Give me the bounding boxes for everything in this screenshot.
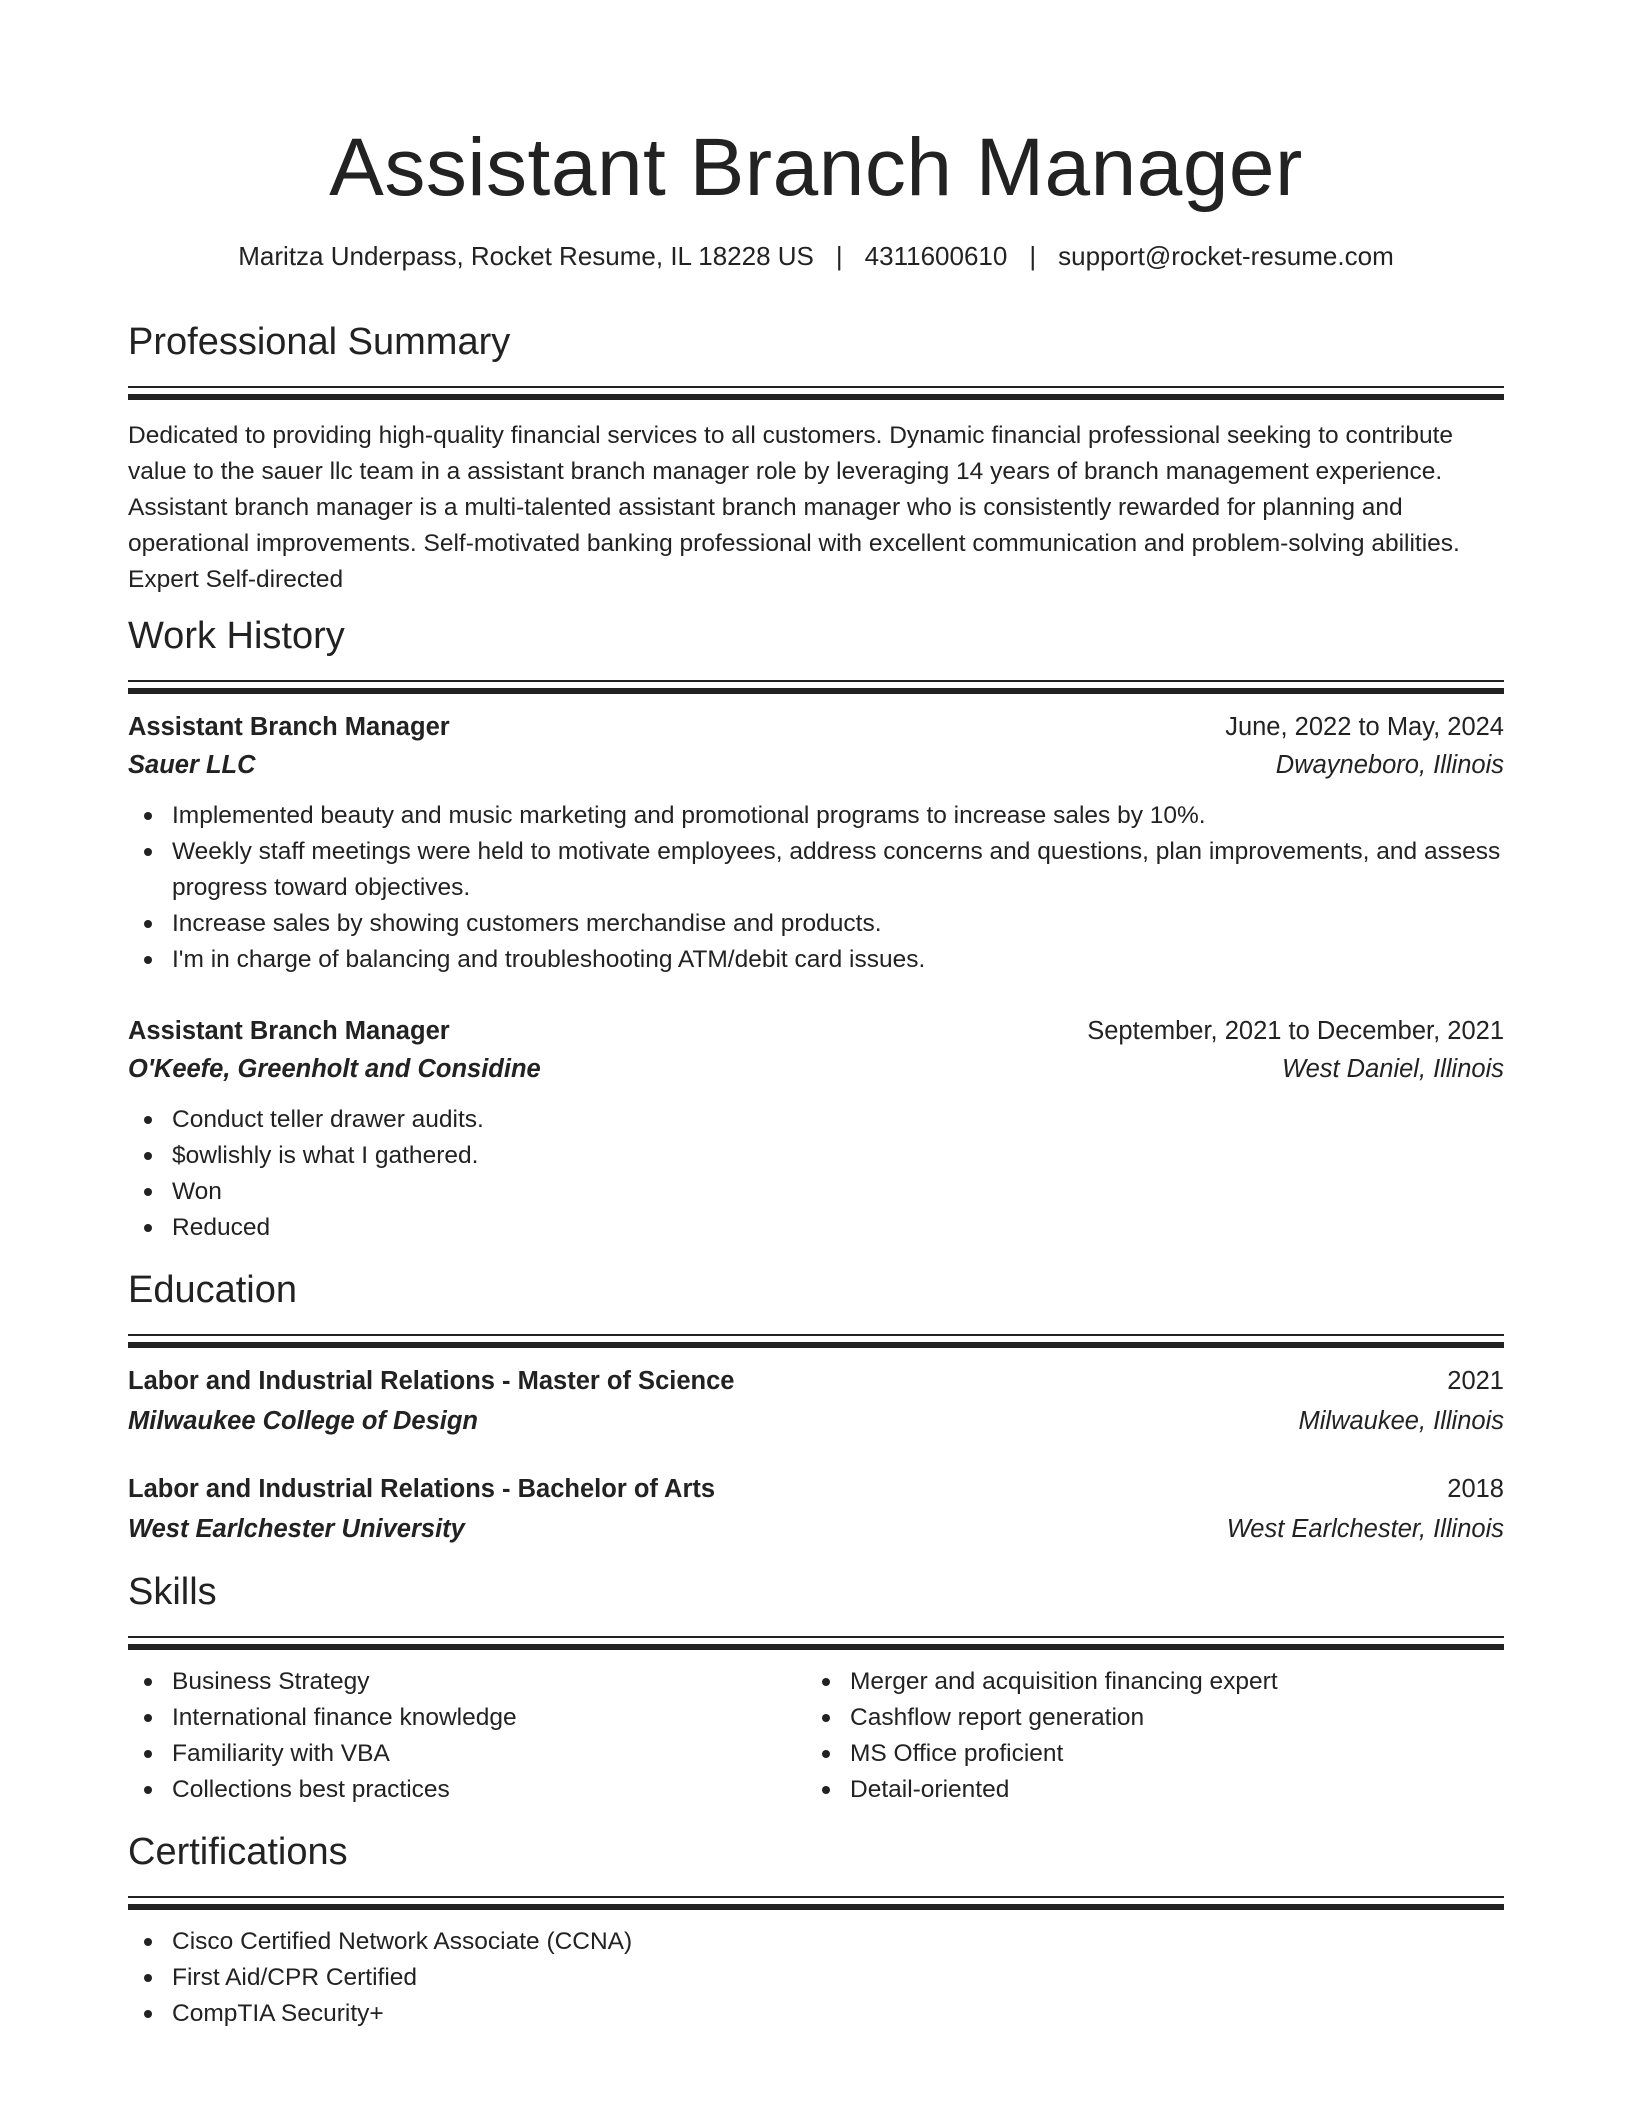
- certifications-section: [128, 1828, 1504, 2032]
- skills-column-left: [128, 1650, 806, 1808]
- resume-name-heading: Assistant Branch Manager: [329, 122, 1303, 213]
- skills-title: Skills: [128, 1571, 217, 1613]
- education-location: West Earlchester, Illinois: [1226, 1515, 1504, 1543]
- job-entry: [128, 708, 1504, 978]
- skills-section: [128, 1568, 1504, 1808]
- list-item: Detail-oriented: [850, 1772, 1484, 1808]
- job-title: Assistant Branch Manager: [128, 1017, 450, 1045]
- list-item: Increase sales by showing customers merchandise and products.: [172, 906, 1504, 942]
- list-item: CompTIA Security+: [172, 1996, 1504, 2032]
- skills-columns: [128, 1650, 1504, 1808]
- work-history-section: [128, 612, 1504, 1246]
- list-item: International finance knowledge: [172, 1700, 806, 1736]
- education-degree: Labor and Industrial Relations - Master of Science: [128, 1367, 735, 1395]
- education-entry: [128, 1362, 1504, 1440]
- education-title: Education: [128, 1269, 298, 1311]
- section-divider: [128, 1896, 1504, 1898]
- summary-section: [128, 318, 1504, 598]
- education-year: 2021: [1447, 1367, 1504, 1395]
- list-item: I'm in charge of balancing and troubleshooting ATM/debit card issues.: [172, 942, 1504, 978]
- list-item: Merger and acquisition financing expert: [850, 1664, 1484, 1700]
- section-divider: [128, 1334, 1504, 1336]
- list-item: MS Office proficient: [850, 1736, 1484, 1772]
- education-degree: Labor and Industrial Relations - Bachelor of Arts: [128, 1475, 716, 1503]
- job-dates: September, 2021 to December, 2021: [1087, 1017, 1504, 1045]
- list-item: Reduced: [172, 1210, 1504, 1246]
- skills-list: [806, 1664, 1484, 1808]
- list-item: Collections best practices: [172, 1772, 806, 1808]
- job-dates: June, 2022 to May, 2024: [1225, 713, 1504, 741]
- summary-title: Professional Summary: [128, 321, 511, 363]
- section-divider-thick: [128, 1904, 1504, 1910]
- section-divider: [128, 680, 1504, 682]
- certifications-list: [128, 1924, 1504, 2032]
- list-item: Business Strategy: [172, 1664, 806, 1700]
- list-item: Weekly staff meetings were held to motivate employees, address concerns and questions, plan improvements, and assess progress toward objectives.: [172, 834, 1504, 906]
- contact-phone: 4311600610: [864, 241, 1008, 271]
- education-school: Milwaukee College of Design: [128, 1407, 478, 1435]
- contact-address: Maritza Underpass, Rocket Resume, IL 18228 US: [238, 241, 814, 271]
- list-item: $owlishly is what I gathered.: [172, 1138, 1504, 1174]
- list-item: Familiarity with VBA: [172, 1736, 806, 1772]
- job-location: West Daniel, Illinois: [1281, 1055, 1504, 1083]
- contact-separator: |: [835, 241, 843, 271]
- contact-separator: |: [1029, 241, 1037, 271]
- list-item: Won: [172, 1174, 1504, 1210]
- section-divider-thick: [128, 1342, 1504, 1348]
- list-item: Conduct teller drawer audits.: [172, 1102, 1504, 1138]
- list-item: Cisco Certified Network Associate (CCNA): [172, 1924, 1504, 1960]
- section-divider: [128, 1636, 1504, 1638]
- section-divider-thick: [128, 688, 1504, 694]
- contact-line: [128, 238, 1504, 274]
- list-item: Cashflow report generation: [850, 1700, 1484, 1736]
- education-location: Milwaukee, Illinois: [1298, 1407, 1504, 1435]
- summary-text: Dedicated to providing high-quality financial services to all customers. Dynamic financial professional seeking to contribute value to the sauer llc team in a assistant branch manager role by leveraging 14 years of branch management experience. Assistant branch manager is a multi-talented assistant branch manager who is consistently rewarded for planning and operational improvements. Self-motivated banking professional with excellent communication and problem-solving abilities. Expert Self-directed: [128, 422, 1460, 593]
- list-item: Implemented beauty and music marketing and promotional programs to increase sales by 10%.: [172, 798, 1504, 834]
- work-history-title: Work History: [128, 615, 345, 657]
- contact-email[interactable]: support@rocket-resume.com: [1058, 241, 1394, 271]
- job-company: Sauer LLC: [128, 751, 256, 779]
- job-location: Dwayneboro, Illinois: [1275, 751, 1504, 779]
- education-section: [128, 1266, 1504, 1548]
- skills-column-right: [806, 1650, 1484, 1808]
- list-item: First Aid/CPR Certified: [172, 1960, 1504, 1996]
- section-divider-thick: [128, 394, 1504, 400]
- skills-list: [128, 1664, 806, 1808]
- education-year: 2018: [1447, 1475, 1504, 1503]
- job-entry: [128, 1012, 1504, 1246]
- job-company: O'Keefe, Greenholt and Considine: [128, 1055, 541, 1083]
- education-entry: [128, 1470, 1504, 1548]
- job-bullet-list: [128, 1102, 1504, 1246]
- certifications-title: Certifications: [128, 1831, 348, 1873]
- section-divider: [128, 386, 1504, 388]
- job-title: Assistant Branch Manager: [128, 713, 450, 741]
- job-bullet-list: [128, 798, 1504, 978]
- education-school: West Earlchester University: [128, 1515, 465, 1543]
